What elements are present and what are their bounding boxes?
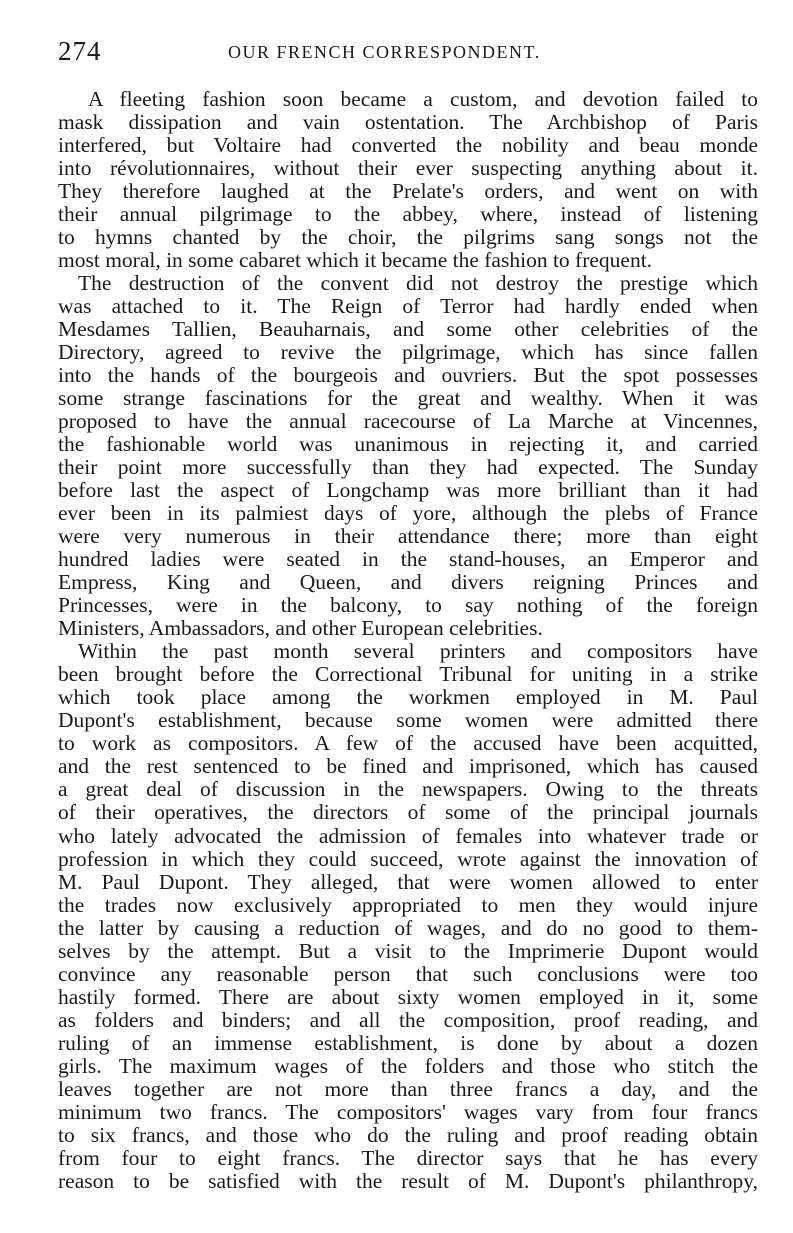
text-line: ruling of an immense establishment, is done by about a dozen xyxy=(58,1030,758,1055)
text-line: their annual pilgrimage to the abbey, where, instead of listening xyxy=(58,202,758,227)
page-number: 274 xyxy=(58,36,102,66)
text-line: to six francs, and those who do the ruling and proof reading obtain xyxy=(58,1122,758,1147)
text-line: into the hands of the bourgeois and ouvriers. But the spot possesses xyxy=(58,363,758,388)
text-line: A fleeting fashion soon became a custom, and devotion failed to xyxy=(88,87,758,111)
text-line: Mesdames Tallien, Beauharnais, and some other celebrities of the xyxy=(58,317,758,342)
text-line: before last the aspect of Longchamp was more brilliant than it had xyxy=(58,478,758,503)
text-line: They therefore laughed at the Prelate's orders, and went on with xyxy=(58,179,758,204)
text-line: convince any reasonable person that such conclusions were too xyxy=(58,961,758,986)
text-line: the trades now exclusively appropriated to men they would injure xyxy=(58,892,758,917)
text-line: Empress, King and Queen, and divers reigning Princes and xyxy=(58,570,758,595)
text-line: Within the past month several printers and compositors have xyxy=(78,639,758,664)
text-line: Dupont's establishment, because some women were admitted there xyxy=(58,708,758,733)
text-line: leaves together are not more than three francs a day, and the xyxy=(58,1076,758,1101)
text-line: a great deal of discussion in the newspapers. Owing to the threats xyxy=(58,777,758,802)
text-line: to hymns chanted by the choir, the pilgrims sang songs not the xyxy=(58,225,758,250)
text-line: Princesses, were in the balcony, to say nothing of the foreign xyxy=(58,593,758,618)
text-line: M. Paul Dupont. They alleged, that were women allowed to enter xyxy=(58,869,758,894)
text-line: profession in which they could succeed, wrote against the innovation of xyxy=(58,846,758,871)
text-line: of their operatives, the directors of some of the principal journals xyxy=(58,800,758,825)
text-line: been brought before the Correctional Tribunal for uniting in a strike xyxy=(58,662,758,687)
text-line: from four to eight francs. The director says that he has every xyxy=(58,1145,758,1170)
text-line: Ministers, Ambassadors, and other European celebrities. xyxy=(58,616,543,641)
text-line: mask dissipation and vain ostentation. The Archbishop of Paris xyxy=(58,110,758,135)
text-line: and the rest sentenced to be fined and imprisoned, which has caused xyxy=(58,754,758,779)
text-line: the fashionable world was unanimous in rejecting it, and carried xyxy=(58,432,758,457)
text-line: to work as compositors. A few of the accused have been acquitted, xyxy=(58,731,758,756)
text-line: hundred ladies were seated in the stand-houses, an Emperor and xyxy=(58,547,758,572)
text-line: into révolutionnaires, without their ever suspecting anything about it. xyxy=(58,156,758,181)
text-line: selves by the attempt. But a visit to the Imprimerie Dupont would xyxy=(58,938,758,963)
text-line: reason to be satisfied with the result of M. Dupont's philanthropy, xyxy=(58,1168,758,1193)
text-line: which took place among the workmen employed in M. Paul xyxy=(58,685,758,710)
text-line: as folders and binders; and all the composition, proof reading, and xyxy=(58,1007,758,1032)
text-line: were very numerous in their attendance there; more than eight xyxy=(58,524,758,549)
text-line: girls. The maximum wages of the folders and those who stitch the xyxy=(58,1053,758,1078)
running-title: OUR FRENCH CORRESPONDENT. xyxy=(228,42,541,62)
text-line: who lately advocated the admission of females into whatever trade or xyxy=(58,823,758,848)
text-line: hastily formed. There are about sixty women employed in it, some xyxy=(58,984,758,1009)
text-line: their point more successfully than they had expected. The Sunday xyxy=(58,455,758,480)
text-line: proposed to have the annual racecourse of La Marche at Vincennes, xyxy=(58,409,758,434)
text-line: minimum two francs. The compositors' wages vary from four francs xyxy=(58,1099,758,1124)
article-body xyxy=(58,88,758,1193)
text-line: some strange fascinations for the great and wealthy. When it was xyxy=(58,386,758,411)
text-line: was attached to it. The Reign of Terror had hardly ended when xyxy=(58,294,758,319)
text-line: the latter by causing a reduction of wages, and do no good to them- xyxy=(58,915,758,940)
text-line: interfered, but Voltaire had converted the nobility and beau monde xyxy=(58,133,758,158)
text-line: most moral, in some cabaret which it became the fashion to frequent. xyxy=(58,248,653,273)
text-line: The destruction of the convent did not destroy the prestige which xyxy=(78,271,758,296)
page-header xyxy=(58,36,758,72)
text-line: Directory, agreed to revive the pilgrimage, which has since fallen xyxy=(58,340,758,365)
text-line: ever been in its palmiest days of yore, although the plebs of France xyxy=(58,501,758,526)
